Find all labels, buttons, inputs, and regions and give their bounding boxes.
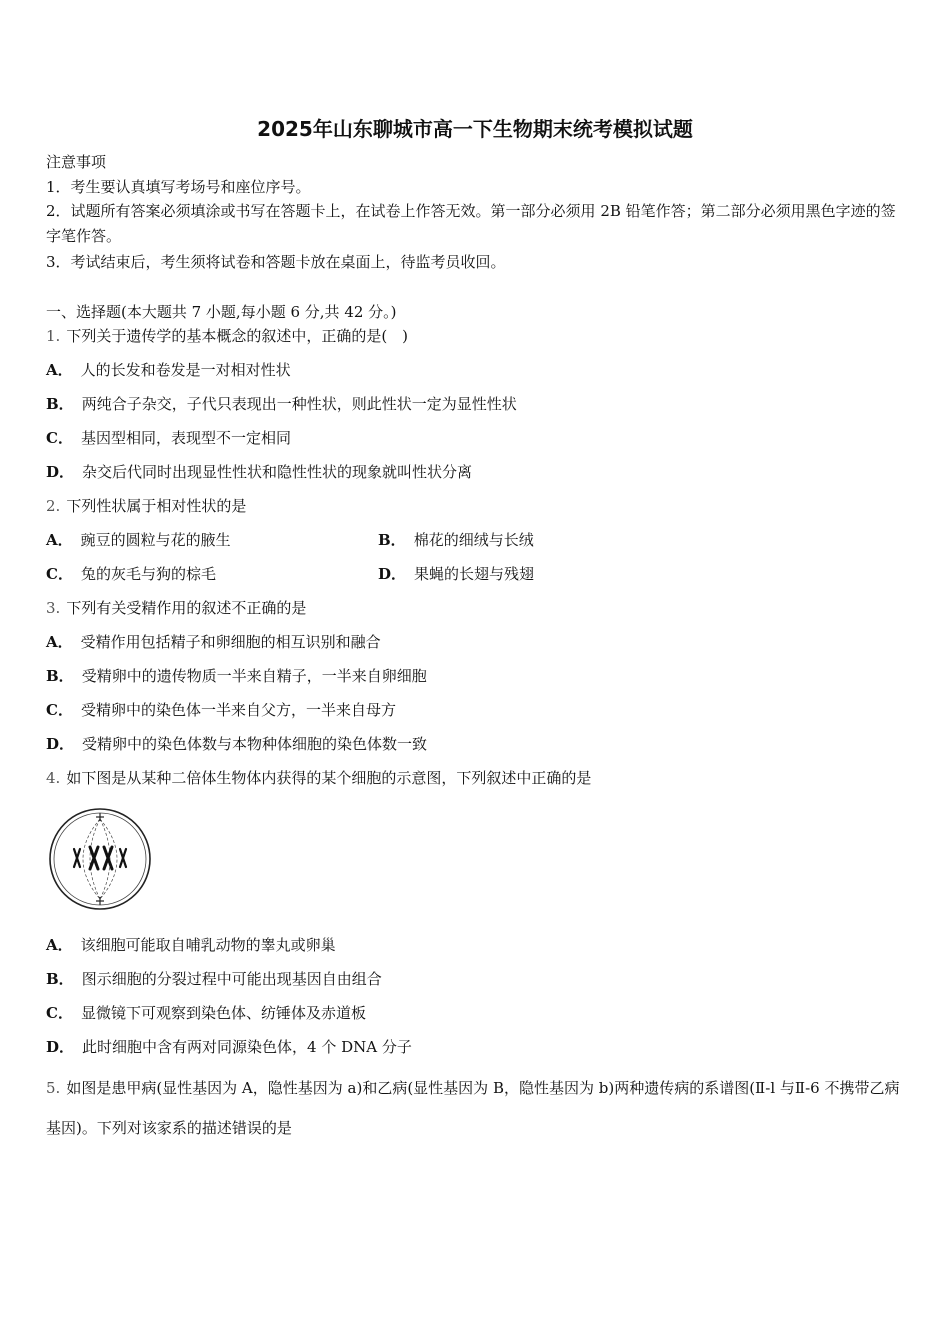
q3-option-c: C． 受精卵中的染色体一半来自父方，一半来自母方	[46, 701, 396, 719]
question-4	[46, 768, 591, 788]
notice-heading: 注意事项	[46, 153, 107, 171]
question-number: 3.	[46, 599, 61, 617]
notice-item-1: 1．考生要认真填写考场号和座位序号。	[46, 178, 311, 196]
spindle-fibers	[83, 819, 117, 899]
q1-option-d: D． 杂交后代同时出现显性性状和隐性性状的现象就叫性状分离	[46, 463, 473, 481]
question-5	[46, 1068, 906, 1148]
question-number: 5.	[46, 1079, 61, 1097]
chromosomes	[74, 847, 126, 869]
q2-option-c: C． 兔的灰毛与狗的棕毛	[46, 565, 216, 583]
question-stem: 如下图是从某种二倍体生物体内获得的某个细胞的示意图，下列叙述中正确的是	[66, 769, 592, 787]
notice-item-3: 3．考试结束后，考生须将试卷和答题卡放在桌面上，待监考员收回。	[46, 253, 506, 271]
q2-option-a: A． 豌豆的圆粒与花的腋生	[46, 531, 231, 549]
notice-item-2: 2．试题所有答案必须填涂或书写在答题卡上，在试卷上作答无效。第一部分必须用 2B 铅笔作答；第二部分必须用黑色字迹的签字笔作答。	[46, 202, 896, 245]
question-stem: 下列关于遗传学的基本概念的叙述中，正确的是( )	[66, 327, 409, 345]
q4-option-c: C． 显微镜下可观察到染色体、纺锤体及赤道板	[46, 1004, 366, 1022]
question-stem: 如图是患甲病(显性基因为 A，隐性基因为 a)和乙病(显性基因为 B，隐性基因为 b)两种遗传病的系谱图(Ⅱ-l 与Ⅱ-6 不携带乙病基因)。下列对该家系的描述错误的是	[46, 1079, 900, 1137]
q4-option-d: D． 此时细胞中含有两对同源染色体，4 个 DNA 分子	[46, 1038, 412, 1056]
question-1	[46, 326, 408, 346]
q2-option-d: D． 果蝇的长翅与残翅	[378, 565, 535, 583]
centriole-bottom	[96, 897, 104, 905]
q3-option-b: B． 受精卵中的遗传物质一半来自精子，一半来自卵细胞	[46, 667, 427, 685]
question-number: 4.	[46, 769, 61, 787]
chromosome-4	[120, 849, 126, 867]
cell-membrane	[50, 809, 150, 909]
chromosome-3	[104, 847, 112, 869]
cell-division-diagram	[46, 805, 154, 913]
chromosome-1	[74, 849, 80, 867]
centriole-top	[96, 813, 104, 821]
question-2	[46, 496, 246, 516]
page-title: 2025年山东聊城市高一下生物期末统考模拟试题	[257, 117, 693, 141]
question-number: 2.	[46, 497, 61, 515]
q1-option-c: C． 基因型相同，表现型不一定相同	[46, 429, 291, 447]
q3-option-d: D． 受精卵中的染色体数与本物种体细胞的染色体数一致	[46, 735, 428, 753]
section-heading: 一、选择题(本大题共 7 小题,每小题 6 分,共 42 分。)	[46, 303, 397, 321]
question-number: 1.	[46, 327, 61, 345]
q2-option-b: B． 棉花的细绒与长绒	[378, 531, 534, 549]
question-3	[46, 598, 306, 618]
q1-option-a: A． 人的长发和卷发是一对相对性状	[46, 361, 291, 379]
question-stem: 下列性状属于相对性状的是	[66, 497, 247, 515]
q3-option-a: A． 受精作用包括精子和卵细胞的相互识别和融合	[46, 633, 381, 651]
question-stem: 下列有关受精作用的叙述不正确的是	[66, 599, 307, 617]
chromosome-2	[90, 847, 98, 869]
cell-inner-ring	[54, 813, 146, 905]
q4-option-a: A． 该细胞可能取自哺乳动物的睾丸或卵巢	[46, 936, 336, 954]
q4-option-b: B． 图示细胞的分裂过程中可能出现基因自由组合	[46, 970, 382, 988]
q1-option-b: B． 两纯合子杂交，子代只表现出一种性状，则此性状一定为显性性状	[46, 395, 517, 413]
